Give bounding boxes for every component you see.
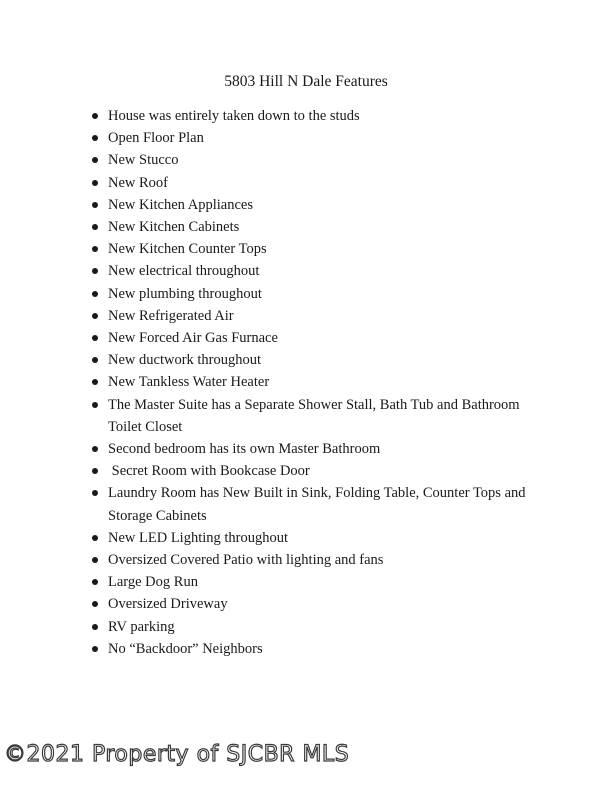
list-item: Oversized Driveway — [108, 593, 528, 615]
list-item: Large Dog Run — [108, 571, 528, 593]
list-item: New ductwork throughout — [108, 349, 528, 371]
list-item: New Forced Air Gas Furnace — [108, 327, 528, 349]
list-item: New Roof — [108, 172, 528, 194]
list-item: RV parking — [108, 616, 528, 638]
list-item: Oversized Covered Patio with lighting and fans — [108, 549, 528, 571]
copyright-watermark: ©2021 Property of SJCBR MLS — [4, 742, 350, 767]
list-item: New Kitchen Appliances — [108, 194, 528, 216]
list-item: New Kitchen Counter Tops — [108, 238, 528, 260]
list-item: Open Floor Plan — [108, 127, 528, 149]
list-item: Second bedroom has its own Master Bathroom — [108, 438, 528, 460]
list-item: New Kitchen Cabinets — [108, 216, 528, 238]
list-item: Laundry Room has New Built in Sink, Folding Table, Counter Tops and Storage Cabinets — [108, 482, 528, 526]
list-item: Secret Room with Bookcase Door — [108, 460, 528, 482]
list-item: New electrical throughout — [108, 260, 528, 282]
list-item: The Master Suite has a Separate Shower Stall, Bath Tub and Bathroom Toilet Closet — [108, 394, 528, 438]
list-item: New Tankless Water Heater — [108, 371, 528, 393]
feature-list — [108, 105, 528, 660]
list-item: New Stucco — [108, 149, 528, 171]
list-item: No “Backdoor” Neighbors — [108, 638, 528, 660]
list-item: House was entirely taken down to the studs — [108, 105, 528, 127]
list-item: New Refrigerated Air — [108, 305, 528, 327]
list-item: New LED Lighting throughout — [108, 527, 528, 549]
page-title: 5803 Hill N Dale Features — [224, 73, 388, 90]
list-item: New plumbing throughout — [108, 283, 528, 305]
